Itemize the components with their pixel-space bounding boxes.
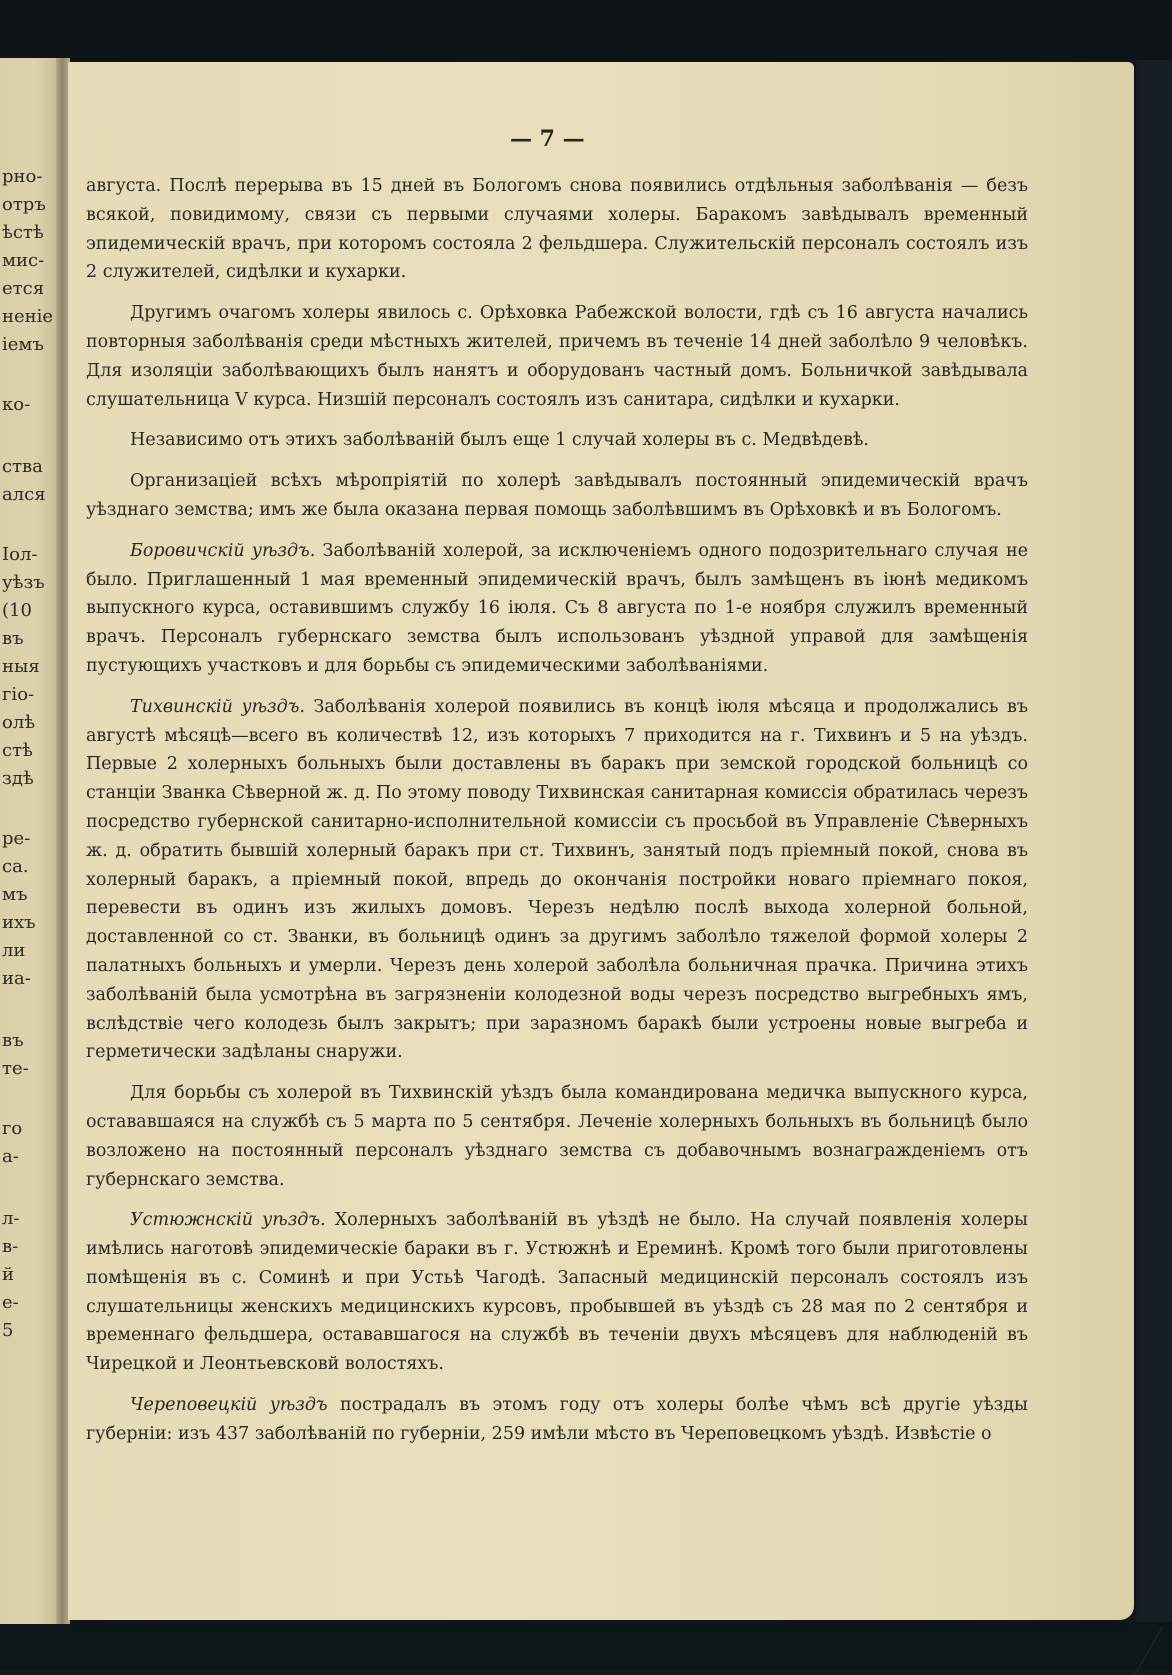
left-fragment-line: ался [2, 484, 46, 505]
scan-background-top [0, 0, 1172, 60]
left-fragment-line: мъ [2, 884, 28, 905]
paragraph-borovichi [86, 537, 1028, 681]
left-fragment-line: ется [2, 278, 45, 299]
paragraph-ustyuzhna [86, 1206, 1028, 1379]
paragraph-text: Независимо отъ этихъ заболѣваній былъ еще 1 случай холеры въ с. Медвѣдевѣ. [130, 430, 869, 451]
paragraph-tikhvin-2 [86, 1079, 1028, 1194]
left-fragment-line: ныя [2, 656, 40, 677]
paragraph-text: Заболѣванія холерой появились въ концѣ іюля мѣсяца и продолжались въ августѣ мѣсяцѣ—всего въ количествѣ 12, изъ которыхъ 7 приходится на г. Тихвинъ и 5 на уѣздъ. Первые 2 холерныхъ больныхъ были доставлены въ баракъ при земской городской больницѣ со станціи Званка Сѣверной ж. д. По этому поводу Тихвинская санитарная комиссія обратилась черезъ посредство губернской санитарно-исполнительной комиссіи съ просьбой въ Управленіе Сѣверныхъ ж. д. обратить бывшій холерный баракъ при ст. Тихвинъ, занятый подъ пріемный покой, снова въ холерный баракъ, а пріемный покой, впредь до окончанія постройки новаго пріемнаго покоя, перевести въ одинъ изъ жилыхъ домовъ. Черезъ недѣлю послѣ выхода холерной больной, доставленной со ст. Званки, въ больницѣ одинъ за другимъ заболѣло тяжелой формой холеры 2 палатныхъ больныхъ и умерли. Черезъ день холерой заболѣла больничная прачка. Причина этихъ заболѣваній была усмотрѣна въ загрязненіи колодезной воды черезъ посредство выгребныхъ ямъ, вслѣдствіе чего колодезь былъ закрытъ; при заразномъ баракѣ были устроены новые выгреба и герметически задѣланы снаружи. [86, 696, 1028, 1063]
left-fragment-line: иа- [2, 968, 31, 989]
left-fragment-line: ко- [2, 394, 31, 415]
left-fragment-line: уѣзъ [2, 572, 45, 593]
paragraph-3 [86, 426, 1028, 455]
left-fragment-line: гіо- [2, 684, 35, 705]
left-fragment-line: ства [2, 456, 43, 477]
paragraph-2 [86, 299, 1028, 414]
left-fragment-line: й [2, 1264, 14, 1285]
page-body [86, 172, 1028, 1449]
left-fragment-line: са. [2, 856, 29, 877]
left-fragment-line: ѣстѣ [2, 222, 44, 243]
left-fragment-line: 5 [2, 1320, 14, 1341]
left-fragment-line: те- [2, 1058, 29, 1079]
left-fragment-line: а- [2, 1146, 19, 1167]
previous-page-fragment [0, 58, 58, 1624]
left-fragment-line: іемъ [2, 334, 44, 355]
left-fragment-line: въ [2, 1030, 24, 1051]
paragraph-tikhvin [86, 693, 1028, 1067]
left-fragment-line: олѣ [2, 712, 36, 733]
left-fragment-line: неніе [2, 306, 54, 327]
left-fragment-line: л- [2, 1208, 20, 1229]
left-fragment-line: отръ [2, 194, 46, 215]
left-fragment-line: ре- [2, 828, 31, 849]
paragraph-text: августа. Послѣ перерыва въ 15 дней въ Бологомъ снова появились отдѣльныя заболѣванія — безъ всякой, повидимому, связи съ первыми случаями холеры. Баракомъ завѣдывалъ временный эпидемическій врачъ, при которомъ состояла 2 фельдшера. Служительскій персоналъ состоялъ изъ 2 служителей, сидѣлки и кухарки. [86, 176, 1028, 283]
left-fragment-line: Іол- [2, 544, 38, 565]
paragraph-text: Заболѣваній холерой, за исключеніемъ одного подозрительнаго случая не было. Приглашенный 1 мая временный эпидемическій врачъ, былъ замѣщенъ въ іюнѣ медикомъ выпускного курса, оставившимъ службу 16 іюля. Съ 8 августа по 1-е ноября служилъ временный врачъ. Персоналъ губернскаго земства былъ использованъ уѣздной управой для замѣщенія пустующихъ участковъ и для борьбы съ эпидемическими заболѣваніями. [86, 540, 1028, 676]
left-fragment-line: рно- [2, 166, 43, 187]
paragraph-4 [86, 467, 1028, 525]
paragraph-text: Другимъ очагомъ холеры явилось с. Орѣховка Рабежской волости, гдѣ съ 16 августа начались повторныя заболѣванія среди мѣстныхъ жителей, причемъ въ теченіе 14 дней заболѣло 9 человѣкъ. Для изоляціи заболѣвающихъ былъ нанятъ и оборудованъ частный домъ. Больничкой завѣдывала слушательница V курса. Низшій персоналъ состоялъ изъ санитара, сидѣлки и кухарки. [86, 303, 1028, 410]
left-fragment-line: в- [2, 1236, 19, 1257]
district-heading: Тихвинскій уѣздъ. [130, 696, 305, 717]
left-fragment-line: ли [2, 940, 26, 961]
scan-background-right [1136, 60, 1172, 1622]
left-fragment-line: стѣ [2, 740, 33, 761]
district-heading: Боровичскій уѣздъ. [130, 540, 316, 561]
paragraph-1 [86, 172, 1028, 287]
left-fragment-line: го [2, 1118, 23, 1139]
left-fragment-line: мис- [2, 250, 45, 271]
paragraph-text: Для борьбы съ холерой въ Тихвинскій уѣздъ была командирована медичка выпускного курса, остававшаяся на службѣ съ 5 марта по 5 сентября. Леченіе холерныхъ больныхъ въ больницѣ было возложено на постоянный персоналъ уѣзднаго земства съ добавочнымъ вознагражденіемъ отъ губернскаго земства. [86, 1083, 1028, 1190]
page-number: — 7 — [510, 126, 585, 152]
scan-background-bottom [0, 1622, 1172, 1671]
paragraph-text: пострадалъ въ этомъ году отъ холеры болѣе чѣмъ всѣ другіе уѣзды губерніи: изъ 437 заболѣваній по губерніи, 259 имѣли мѣсто въ Череповецкомъ уѣздѣ. Извѣстіе о [86, 1395, 1028, 1444]
left-fragment-line: е- [2, 1292, 19, 1313]
left-fragment-line: (10 [2, 600, 32, 621]
left-fragment-line: здѣ [2, 768, 34, 789]
paragraph-text: Холерныхъ заболѣваній въ уѣздѣ не было. На случай появленія холеры имѣлись наготовѣ эпидемическіе бараки въ г. Устюжнѣ и Ереминѣ. Кромѣ того были приготовлены помѣщенія въ с. Соминѣ и при Устьѣ Чагодѣ. Запасный медицинскій персоналъ состоялъ изъ слушательницы женскихъ медицинскихъ курсовъ, пробывшей въ уѣздѣ съ 28 мая по 2 сентября и временнаго фельдшера, остававшагося на службѣ въ теченіи двухъ мѣсяцевъ для наблюденій въ Чирецкой и Леонтьевсковй волостяхъ. [86, 1210, 1028, 1375]
paragraph-cherepovets [86, 1391, 1028, 1449]
district-heading: Череповецкій уѣздъ [130, 1395, 328, 1416]
district-heading: Устюжнскій уѣздъ. [130, 1210, 326, 1231]
left-fragment-line: ихъ [2, 912, 36, 933]
paragraph-text: Организаціей всѣхъ мѣропріятій по холерѣ завѣдывалъ постоянный эпидемическій врачъ уѣзднаго земства; имъ же была оказана первая помощь заболѣвшимъ въ Орѣховкѣ и въ Бологомъ. [86, 471, 1028, 520]
left-fragment-line: въ [2, 628, 24, 649]
